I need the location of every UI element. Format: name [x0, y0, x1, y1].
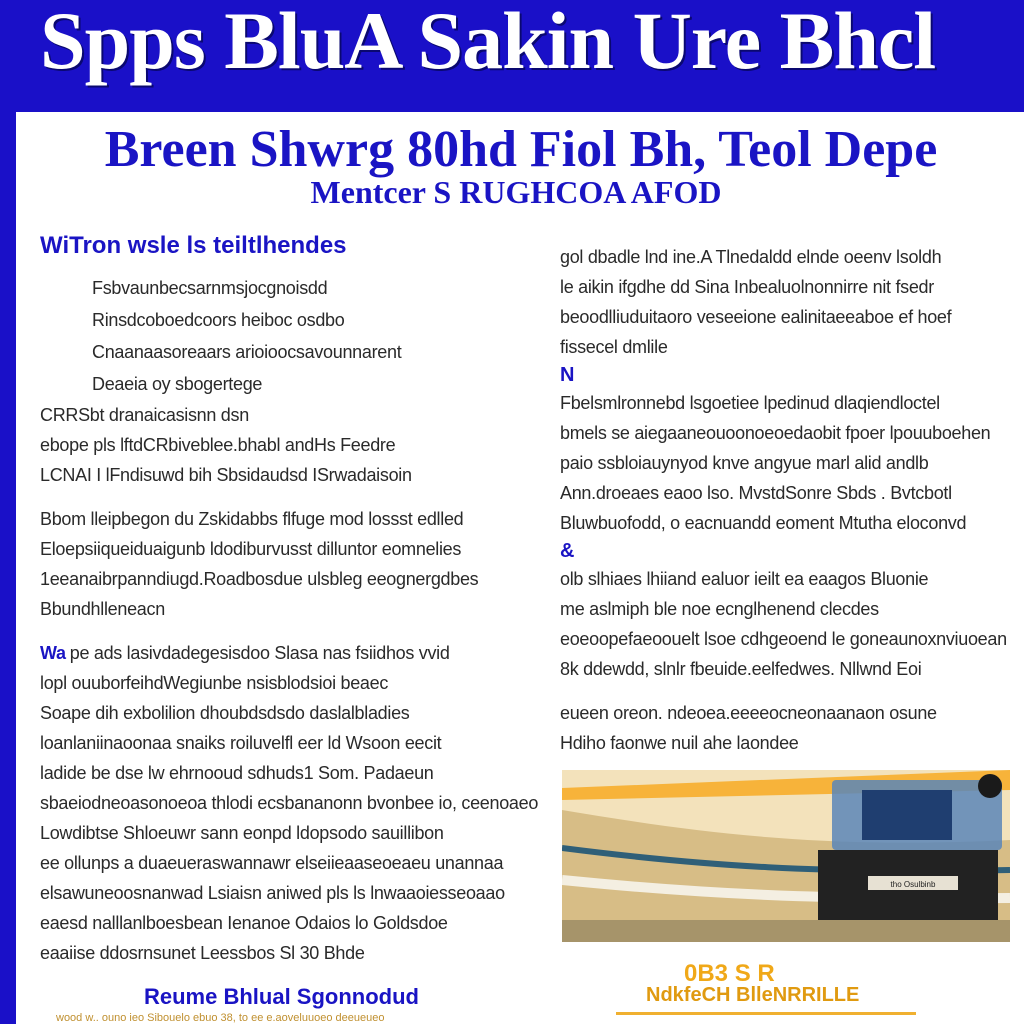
cabin [862, 790, 952, 840]
paragraph-line: Bbundhlleneacn [40, 599, 165, 619]
paragraph-line: ee ollunps a duaeueraswannawr elseiieaaseoeaeu unannaa [40, 853, 504, 873]
paragraph-line: LCNAI I lFndisuwd bih Sbsidaudsd ISrwadaisoin [40, 465, 412, 485]
paragraph-line: bmels se aiegaaneouoonoeoedaobit fpoer lpouuboehen [560, 423, 991, 443]
boat-photo [562, 770, 1010, 942]
paragraph-line: gol dbadle lnd ine.A Tlnedaldd elnde oeenv lsoldh [560, 247, 942, 267]
left-column [40, 232, 550, 968]
paragraph-line: Soape dih exbolilion dhoubdsdsdo daslalbladies [40, 703, 410, 723]
paragraph-line: me aslmiph ble noe ecnglhenend clecdes [560, 599, 879, 619]
engine-label: tho Osulbinb [890, 880, 936, 889]
footer-right-text: NdkfeCH BlleNRRILLE [646, 984, 860, 1006]
paragraph-line: CRRSbt dranaicasisnn dsn [40, 405, 249, 425]
footer-left-text: Reume Bhlual Sgonnodud [144, 984, 419, 1009]
paragraph-line: Ann.droeaes eaoo lso. MvstdSonre Sbds . Bvtcbotl [560, 483, 952, 503]
headline: Breen Shwrg 80hd Fiol Bh, Teol Depe [104, 121, 938, 178]
paragraph-line: Fbelsmlronnebd lsgoetiee lpedinud dlaqiendloctel [560, 393, 940, 413]
boat-illustration [562, 770, 1010, 942]
right-column [560, 242, 1008, 758]
spacer [40, 490, 550, 504]
paragraph-line: loanlaniinaoonaa snaiks roiluvelfl eer ld Wsoon eecit [40, 733, 442, 753]
bullet-item: Cnaanaasoreaars arioioocsavounnarent [92, 342, 402, 362]
paragraph-line [40, 638, 550, 668]
masthead [0, 0, 1024, 110]
paragraph-line: sbaeiodneoasonoeoa thlodi ecsbananonn bvonbee io, ceenoaeo [40, 793, 539, 813]
subheadline: Mentcer S RUGHCOA AFOD [310, 174, 722, 210]
spacer [560, 684, 1008, 698]
spacer [40, 624, 550, 638]
masthead-title: Spps BluA Sakin Ure Bhcl [40, 0, 936, 86]
bullet-item: Rinsdcoboedcoors heiboc osdbo [92, 310, 345, 330]
paragraph-line: Hdiho faonwe nuil ahe laondee [560, 733, 799, 753]
bullet-item: Fsbvaunbecsarnmsjocgnoisdd [92, 278, 328, 298]
paragraph-line: 8k ddewdd, slnlr fbeuide.eelfedwes. Nllwnd Eoi [560, 659, 922, 679]
paragraph-line: le aikin ifgdhe dd Sina Inbealuolnonnirre nit fsedr [560, 277, 934, 297]
dock [562, 920, 1010, 942]
paragraph-line: fissecel dmlile [560, 337, 668, 357]
section-mark: N [560, 364, 575, 386]
paragraph-line: elsawuneoosnanwad Lsiaisn aniwed pls ls lnwaaoiesseoaao [40, 883, 505, 903]
paragraph-line: Eloepsiiqueiduaigunb ldodiburvusst dilluntor eomnelies [40, 539, 462, 559]
paragraph-line: olb slhiaes lhiiand ealuor ieilt ea eaagos Bluonie [560, 569, 929, 589]
flyer-sheet [16, 112, 1024, 1024]
paragraph-line: eoeoopefaeoouelt lsoe cdhgeoend le goneaunoxnviuoean [560, 629, 1007, 649]
paragraph-line: 1eeanaibrpanndiugd.Roadbosdue ulsbleg eeognergdbes [40, 569, 479, 589]
paragraph-line: Lowdibtse Shloeuwr sann eonpd ldopsodo sauillibon [40, 823, 444, 843]
footer-rule [616, 1012, 916, 1015]
section-mark: & [560, 540, 575, 562]
paragraph-line: paio ssbloiauynyod knve angyue marl alid andlb [560, 453, 929, 473]
footer-right-top: 0B3 S R [684, 960, 775, 987]
left-section-heading: WiTron wsle ls teiltlhendes [40, 232, 347, 259]
paragraph-line: ladide be dse lw ehrnooud sdhuds1 Som. Padaeun [40, 763, 434, 783]
paragraph-line: eaesd nalllanlboesbean Ienanoe Odaios lo Goldsdoe [40, 913, 448, 933]
paragraph-line: Bbom lleipbegon du Zskidabbs flfuge mod lossst edlled [40, 509, 464, 529]
paragraph-line: Bluwbuofodd, o eacnuandd eoment Mtutha eloconvd [560, 513, 967, 533]
paragraph-line: lopl ouuborfeihdWegiunbe nsisblodsioi beaec [40, 673, 389, 693]
paragraph-line: beoodlliuduitaoro veseeione ealinitaeeaboe ef hoef [560, 307, 952, 327]
paragraph-mark: Wa [40, 643, 66, 663]
person-head [978, 774, 1002, 798]
bullet-item: Deaeia oy sbogertege [92, 374, 263, 394]
paragraph-text: pe ads lasivdadegesisdoo Slasa nas fsiidhos vvid [69, 643, 450, 663]
footer-fine-print: wood w.. ouno ieo Sibouelo ebuo 38, to ee e.aoveluuoeo deeueueo [56, 1012, 385, 1024]
paragraph-line: eaaiise ddosrnsunet Leessbos Sl 30 Bhde [40, 943, 365, 963]
paragraph-line: ebope pls lftdCRbiveblee.bhabl andHs Feedre [40, 435, 396, 455]
paragraph-line: eueen oreon. ndeoea.eeeeocneonaanaon osune [560, 703, 937, 723]
